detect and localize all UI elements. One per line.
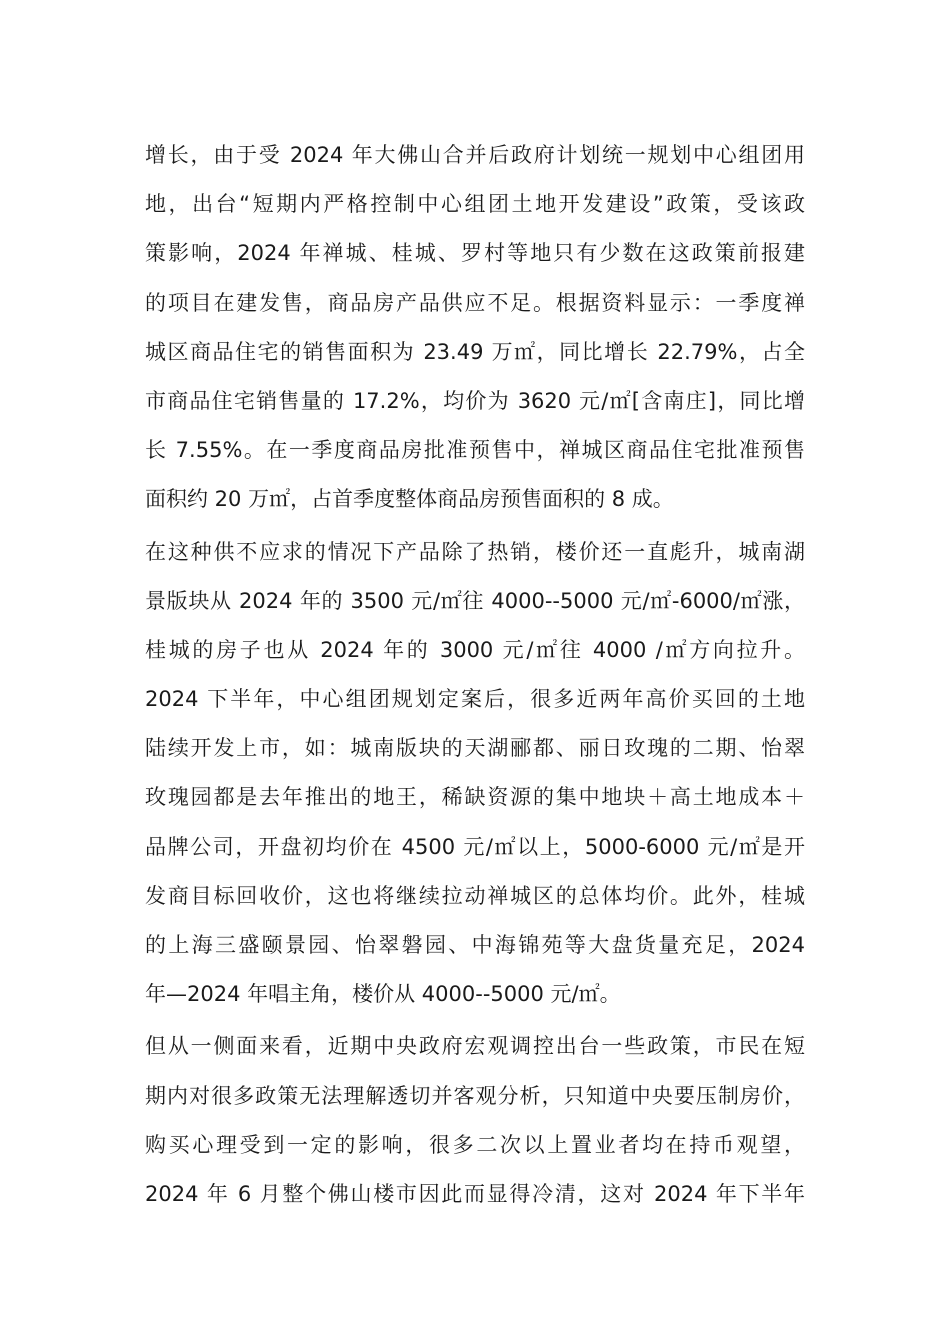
body-text xyxy=(145,131,805,1222)
text-line: 的上海三盛颐景园、怡翠磐园、中海锦苑等大盘货量充足，2024 xyxy=(145,933,805,957)
paragraph-1 xyxy=(145,131,805,525)
text-line: 年—2024 年唱主角，楼价从 4000--5000 元/㎡。 xyxy=(145,982,621,1007)
text-line: 增长，由于受 2024 年大佛山合并后政府计划统一规划中心组团用 xyxy=(145,143,805,167)
paragraph-2 xyxy=(145,528,805,1020)
text-line: 玫瑰园都是去年推出的地王，稀缺资源的集中地块＋高土地成本＋ xyxy=(145,785,805,810)
text-line: 品牌公司，开盘初均价在 4500 元/㎡以上，5000-6000 元/㎡是开 xyxy=(145,834,805,859)
text-line: 在这种供不应求的情况下产品除了热销，楼价还一直彪升，城南湖 xyxy=(145,539,805,564)
text-line: 2024 年 6 月整个佛山楼市因此而显得冷清，这对 2024 年下半年 xyxy=(145,1181,805,1206)
text-line: 策影响，2024 年禅城、桂城、罗村等地只有少数在这政策前报建 xyxy=(145,241,805,266)
text-line: 陆续开发上市，如：城南版块的天湖郦都、丽日玫瑰的二期、怡翠 xyxy=(145,736,805,761)
text-line: 桂城的房子也从 2024 年的 3000 元/㎡往 4000 /㎡方向拉升。 xyxy=(145,637,805,662)
text-line: 购买心理受到一定的影响，很多二次以上置业者均在持币观望， xyxy=(145,1132,805,1157)
text-line: 的项目在建发售，商品房产品供应不足。根据资料显示：一季度禅 xyxy=(145,290,805,315)
text-line: 发商目标回收价，这也将继续拉动禅城区的总体均价。此外，桂城 xyxy=(145,883,805,908)
text-line: 市商品住宅销售量的 17.2%，均价为 3620 元/㎡[含南庄]，同比增 xyxy=(145,388,805,413)
text-line: 期内对很多政策无法理解透切并客观分析，只知道中央要压制房价， xyxy=(145,1083,805,1108)
text-line: 城区商品住宅的销售面积为 23.49 万㎡，同比增长 22.79%，占全 xyxy=(145,339,805,364)
text-line: 但从一侧面来看，近期中央政府宏观调控出台一些政策，市民在短 xyxy=(145,1034,805,1059)
paragraph-3 xyxy=(145,1022,805,1219)
text-line: 地，出台“短期内严格控制中心组团土地开发建设”政策，受该政 xyxy=(145,192,805,217)
text-line: 景版块从 2024 年的 3500 元/㎡往 4000--5000 元/㎡-6000/㎡涨， xyxy=(145,588,805,613)
text-line: 2024 下半年，中心组团规划定案后，很多近两年高价买回的土地 xyxy=(145,687,805,712)
text-line: 面积约 20 万㎡，占首季度整体商品房预售面积的 8 成。 xyxy=(145,487,674,512)
text-line: 长 7.55%。在一季度商品房批准预售中，禅城区商品住宅批准预售 xyxy=(145,438,805,463)
